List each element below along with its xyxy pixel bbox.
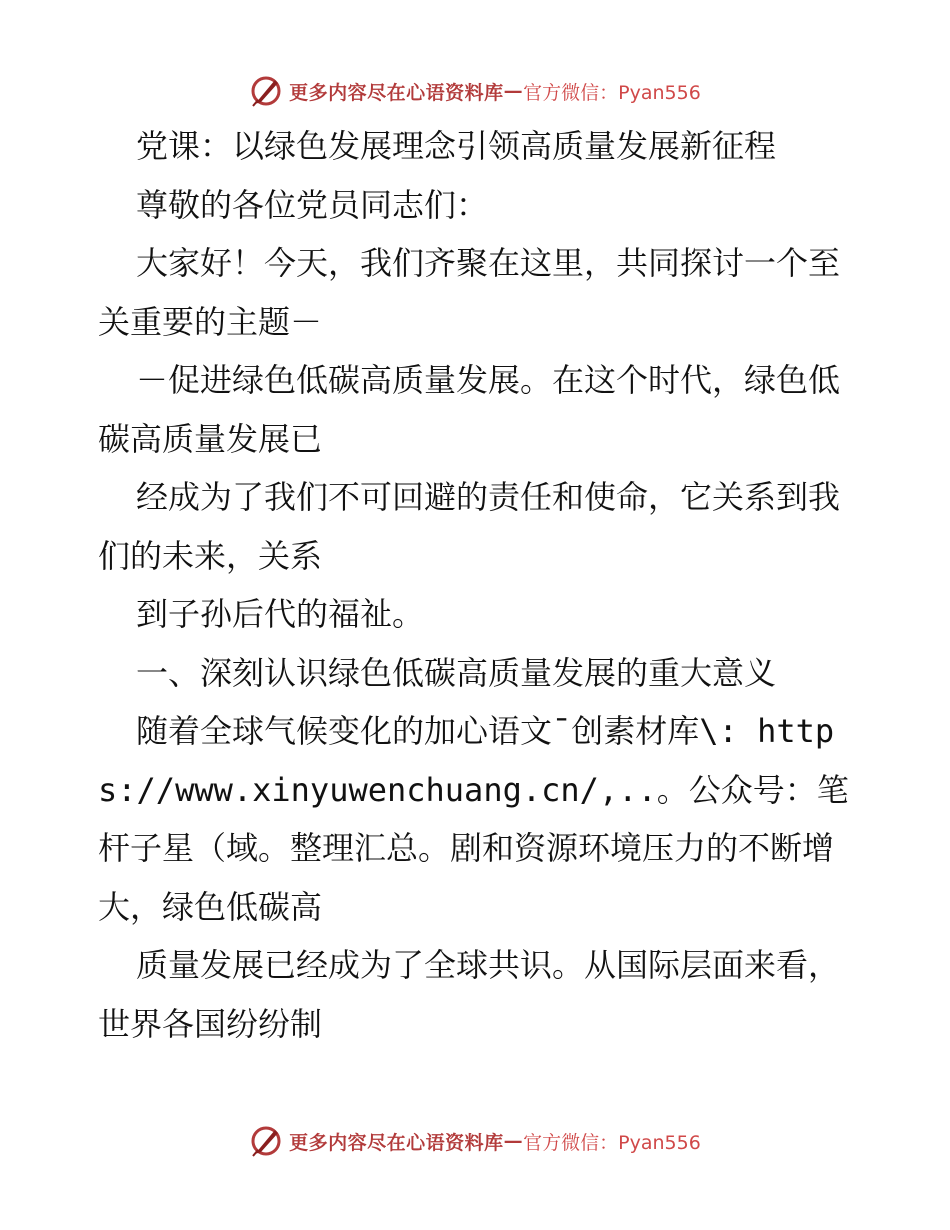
banner-title: 更多内容尽在心语资料库 bbox=[289, 81, 504, 104]
quill-pen-logo-icon bbox=[249, 1124, 283, 1158]
paragraph: 随着全球气候变化的加心语文¯创素材库\: https://www.xinyuwenchuang.cn/,..。公众号：笔杆子星（域。整理汇总。剧和资源环境压力的不断增大，绿色低碳高 bbox=[98, 712, 849, 926]
footer-banner bbox=[0, 1121, 950, 1161]
header-banner bbox=[0, 71, 950, 111]
banner-dash: — bbox=[503, 80, 524, 102]
banner-dash: — bbox=[503, 1130, 524, 1152]
document-body bbox=[98, 117, 858, 1053]
paragraph: 经成为了我们不可回避的责任和使命，它关系到我们的未来，关系 bbox=[98, 478, 841, 575]
paragraph: 大家好！今天，我们齐聚在这里，共同探讨一个至关重要的主题－ bbox=[98, 244, 841, 341]
quill-pen-logo-icon bbox=[249, 74, 283, 108]
banner-contact: 官方微信：Pyan556 bbox=[523, 1131, 701, 1154]
paragraph: 尊敬的各位党员同志们： bbox=[136, 185, 489, 224]
banner-contact: 官方微信：Pyan556 bbox=[523, 81, 701, 104]
document-title: 党课：以绿色发展理念引领高质量发展新征程 bbox=[136, 127, 777, 165]
paragraph: 质量发展已经成为了全球共识。从国际层面来看，世界各国纷纷制 bbox=[98, 946, 841, 1043]
paragraph: －促进绿色低碳高质量发展。在这个时代，绿色低碳高质量发展已 bbox=[98, 361, 841, 458]
banner-title: 更多内容尽在心语资料库 bbox=[289, 1131, 504, 1154]
section-heading: 一、深刻认识绿色低碳高质量发展的重大意义 bbox=[136, 653, 777, 692]
paragraph: 到子孙后代的福祉。 bbox=[136, 595, 425, 633]
